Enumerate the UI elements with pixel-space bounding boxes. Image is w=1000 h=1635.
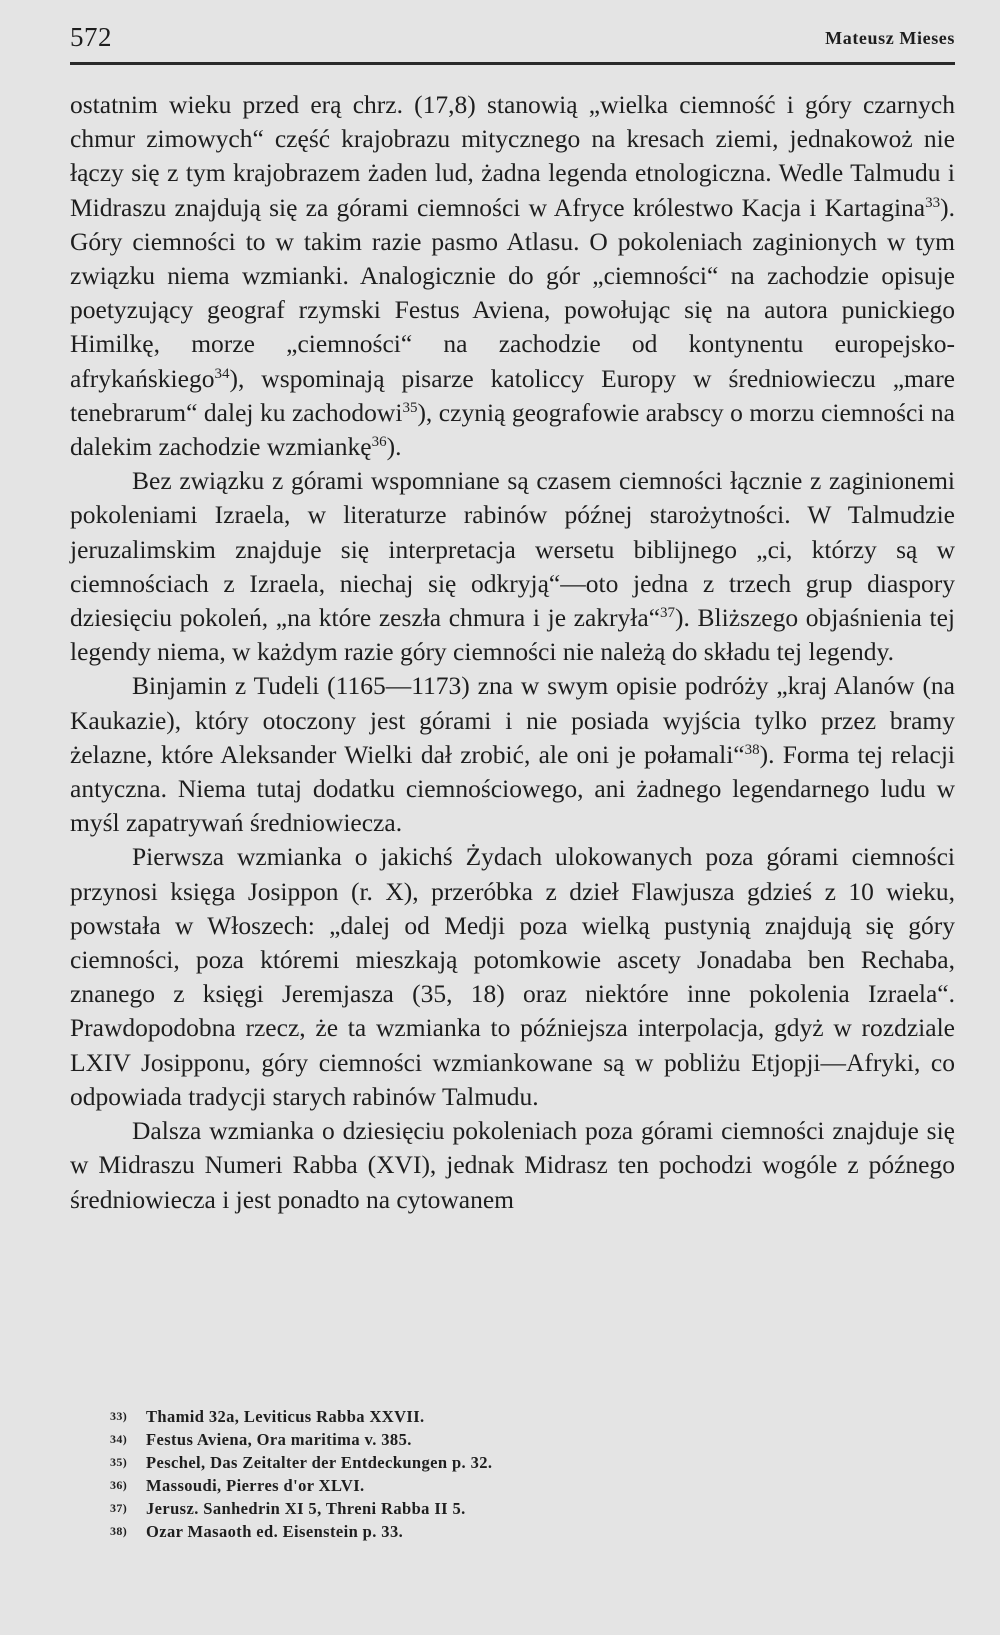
text-run: ), czynią geografowie arabscy o morzu ciemności na dalekim zachodzie wzmiankę <box>70 397 955 462</box>
footnote-text: Peschel, Das Zeitalter der Entdeckungen p. 32. <box>146 1453 493 1473</box>
footnote-reference: 33 <box>925 194 941 211</box>
footnote-number: 33) <box>110 1409 128 1423</box>
footnote-text: Thamid 32a, Leviticus Rabba XXVII. <box>146 1407 425 1426</box>
footnote <box>110 1474 710 1497</box>
footnote <box>110 1451 710 1474</box>
text-run: Binjamin z Tudeli (1165—1173) zna w swym opisie podróży „kraj Alanów (na Kaukazie), który otoczony jest górami i nie posiada wyjścia tylko przez bramy żelazne, które Aleksander Wielki dał zrobić, ale oni je połamali“ <box>70 671 955 769</box>
text-run: ), wspominają pisarze katoliccy Europy w średniowieczu „mare tenebrarum“ dalej ku zachodowi <box>70 363 955 427</box>
paragraph <box>70 840 955 1114</box>
paragraph <box>70 1114 955 1217</box>
footnote-reference: 34 <box>214 365 230 382</box>
paragraph <box>70 464 955 669</box>
footnote-text: Festus Aviena, Ora maritima v. 385. <box>146 1430 412 1450</box>
text-run: ). Bliższego objaśnienia tej legendy niema, w każdym razie góry ciemności nie należą do składu tej legendy. <box>70 603 955 667</box>
footnote-text: Massoudi, Pierres d'or XLVI. <box>146 1476 365 1496</box>
body-text <box>70 88 955 1217</box>
text-run: Pierwsza wzmianka o jakichś Żydach ulokowanych poza górami ciemności przynosi księga Josippon (r. X), przeróbka z dzieł Flawjusza gdzieś z 10 wieku, powstała w Włoszech: „dalej od Medji poza wielką pustynią znajdują się góry ciemności, poza któremi mieszkają potomkowie ascety Jonadaba ben Rechaba, znanego z księgi Jeremjasza (35, 18) oraz niektóre inne pokolenia Izraela“. Prawdopodobna rzecz, że ta wzmianka to późniejsza interpolacja, gdyż w rozdziale LXIV Josipponu, góry ciemności wzmiankowane są w pobliżu Etjopji—Afryki, co odpowiada tradycji starych rabinów Talmudu. <box>70 842 955 1111</box>
text-run: Dalsza wzmianka o dziesięciu pokoleniach poza górami ciemności znajduje się w Midraszu Numeri Rabba (XVI), jednak Midrasz ten pochodzi wogóle z późnego średniowiecza i jest ponadto na cytowanem <box>70 1116 955 1214</box>
footnote-text: Ozar Masaoth ed. Eisenstein p. 33. <box>146 1522 404 1542</box>
text-run: Bez związku z górami wspomniane są czasem ciemności łącznie z zaginionemi pokoleniami Izraela, w literaturze rabinów późnej starożytności. W Talmudzie jeruzalimskim znajduje się interpretacja wersetu biblijnego „ci, którzy są w ciemnościach z Izraela, niechaj się odkryją“—oto jedna z trzech grup diaspory dziesięciu pokoleń, „na które zeszła chmura i je zakryła“ <box>70 466 955 633</box>
footnotes <box>110 1405 710 1544</box>
footnote-number: 37) <box>110 1501 128 1516</box>
footnote-number: 38) <box>110 1524 128 1539</box>
footnote-text: Jerusz. Sanhedrin XI 5, Threni Rabba II 5. <box>146 1499 466 1519</box>
footnote <box>110 1497 710 1520</box>
footnote <box>110 1405 710 1428</box>
text-run: ostatnim wieku przed erą chrz. (17,8) stanowią „wielka ciemność i góry czarnych chmur zimowych“ część krajobrazu mitycznego na kresach ziemi, jednakowoż nie łączy się z tym krajobrazem żaden lud, żadna legenda etnologiczna. Wedle Talmudu i Midraszu znajdują się za górami ciemności w Afryce królestwo Kacja i Kartagina <box>70 90 955 222</box>
footnote <box>110 1520 710 1543</box>
running-head: Mateusz Mieses <box>825 28 955 48</box>
footnote-reference: 36 <box>371 434 387 451</box>
paragraph <box>70 669 955 840</box>
paragraph <box>70 88 955 464</box>
text-run: ). Forma tej relacji antyczna. Niema tutaj dodatku ciemnościowego, ani żadnego legendarnego ludu w myśl zapatrywań średniowiecza. <box>70 739 955 838</box>
footnote-number: 36) <box>110 1478 128 1493</box>
footnote-number: 34) <box>110 1432 128 1447</box>
page-number: 572 <box>70 22 112 52</box>
footnote-reference: 37 <box>660 605 676 622</box>
footnote-number: 35) <box>110 1455 128 1470</box>
text-run: ). Góry ciemności to w takim razie pasmo Atlasu. O pokoleniach zaginionych w tym związku niema wzmianki. Analogicznie do gór „ciemności“ na zachodzie opisuje poetyzujący geograf rzymski Festus Aviena, powołując się na autora punickiego Himilkę, morze „ciemności“ na zachodzie od kontynentu europejsko-afrykańskiego <box>70 192 955 393</box>
header-rule <box>70 62 955 65</box>
text-run: ). <box>386 432 402 462</box>
page-header <box>70 22 955 52</box>
footnote-reference: 38 <box>744 741 760 758</box>
footnote <box>110 1428 710 1451</box>
footnote-reference: 35 <box>402 399 418 416</box>
